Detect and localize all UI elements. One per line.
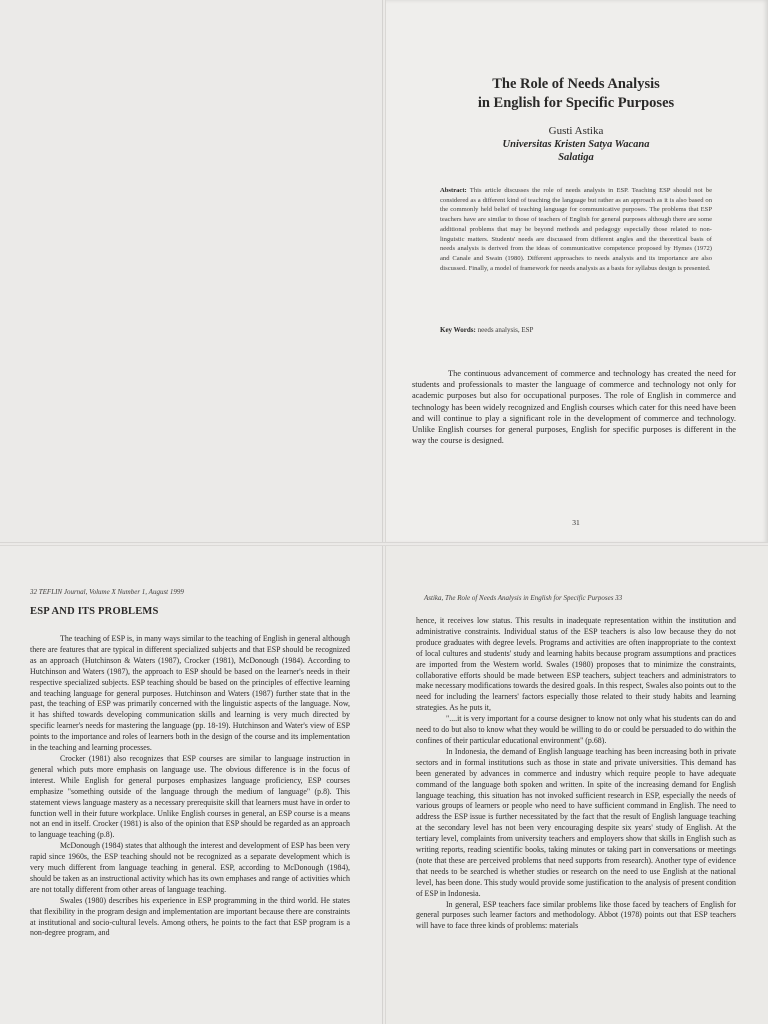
author-name: Gusti Astika: [548, 125, 604, 137]
page-33: [384, 544, 768, 1024]
keywords-text: needs analysis, ESP: [475, 326, 534, 334]
paragraph: hence, it receives low status. This results in inadequate representation within the institution and administrative constraints. Individual status of the ESP teachers is also low because they do not produce graduates with degree levels. Programs and activities are often inappropriate to the context of local cultures and students' study and learning habits because program assumptions and practices are imported from the Western world. Swales (1980) proposes that to minimize the constraints, collaborative efforts should be made between ESP teachers, subject teachers and administrators to make necessary modifications towards the desired goals. In this respect, Swales also points out to the need for including the learners' factors especially those related to their study habits and learning strategies. As he puts it,: [416, 616, 736, 713]
page-number: 31: [572, 518, 580, 527]
page-32: [0, 544, 384, 1024]
quote-paragraph: "....it is very important for a course designer to know not only what his students can do and need to do but also to know what they would be willing to do or could be persuaded to do within the confines of their particular educational environment" (p.68).: [416, 714, 736, 745]
abstract-text: This article discusses the role of needs analysis in ESP. Teaching ESP should not be considered as a different kind of teaching the language but rather as an approach as it is also based on the commonly held belief of teaching language for communicative purposes. The problems that ESP teachers have are similar to those of teachers of English for general purposes although there are some additional problems that may be beyond methods and pedagogy especially those related to non-linguistic matters. Students' needs are discussed from different angles and the theoretical basis of needs analysis is derived from the ideas of communicative competence proposed by Hymes (1972) and Canale and Swain (1980). Different approaches to needs analysis and its importance are also discussed. Finally, a model of framework for needs analysis as a basis for syllabus design is presented.: [440, 187, 712, 272]
article-title-page: [384, 0, 768, 544]
spine-fold-vertical: [382, 0, 386, 1024]
article-title-line-2: in English for Specific Purposes: [477, 95, 675, 111]
paragraph: Crocker (1981) also recognizes that ESP courses are similar to language instruction in general which puts more emphasis on language use. The obvious difference is in the focus of interest. While English for general purposes emphasizes language proficiency, ESP courses emphasize "something outside of the language through the medium of language" (p.8). This statement views language mastery as a necessary prerequisite skill that learners must have in order to function well in their future workplace. Unlike English courses in general, an ESP course is a means not an end in itself. Crocker (1981) is also of the opinion that ESP should be regarded as an approach to language teaching (p.8).: [30, 753, 350, 840]
affiliation-line-2: Salatiga: [558, 152, 594, 163]
paragraph: In Indonesia, the demand of English language teaching has been increasing both in private sectors and in formal institutions such as those in state and private universities. This demand has been generated by advances in commerce and industry which require people to have adequate command of the language both spoken and written. In spite of the increasing demand for English language teaching, this situation has not invoked sufficient research in ESP, especially the needs of various groups of learners or people who need to have sufficient command in English. The need to address the ESP issue is further necessitated by the fact that the result of English language teaching at the secondary level has not been very encouraging despite six years' study of English. At the tertiary level, complaints from university teachers and employers show that skills in English such as writing reports, reading scientific books, taking minutes or taking part in conversations or meetings (note that these are perceived problems that need supports from research). Another type of evidence that needs to be searched is whether studies or research on the need to use English at the national level, has been done. This study would provide some justification to the analysis of present condition of ESP in Indonesia.: [416, 746, 736, 898]
keywords-label: Key Words:: [440, 326, 476, 334]
abstract-label: Abstract:: [440, 187, 467, 194]
section-heading: ESP AND ITS PROBLEMS: [30, 606, 159, 617]
paragraph: McDonough (1984) states that although the interest and development of ESP has been very rapid since 1960s, the ESP teaching should not be recognized as a separate development which is very much different from language teaching in general. ESP, according to McDonough (1984), should be taken as an instructional activity which has its own emphases and range of activities which are not totally different from other areas of language teaching.: [30, 841, 350, 894]
running-head-left: 32 TEFLIN Journal, Volume X Number 1, August 1999: [30, 588, 184, 596]
affiliation-line-1: Universitas Kristen Satya Wacana: [502, 139, 650, 150]
paragraph: In general, ESP teachers face similar problems like those faced by teachers of English for general purposes such learner factors and methodology. Abbot (1978) points out that ESP teachers will have to face three kinds of problems: materials: [416, 899, 736, 931]
keywords: [440, 326, 712, 334]
paragraph: Swales (1980) describes his experience in ESP programming in the third world. He states that flexibility in the program design and implementation are important because there are constraints at institutional and socio-cultural levels. Among others, he points to the fact that ESP program is a non-degree program, and: [30, 895, 350, 938]
intro-paragraph: The continuous advancement of commerce and technology has created the need for students and professionals to master the language of commerce and technology not only for academic purposes but also for occupational purposes. The role of English in commerce and technology has been widely recognized and English courses which cater for this need have been and will continue to play a significant role in the development of commerce and technology. Unlike English courses for general purposes, English for specific purposes is different in the way the course is designed.: [412, 369, 736, 446]
blank-page-left: [0, 0, 384, 544]
body-column-left: [30, 634, 350, 939]
scan-seam-horizontal: [0, 542, 768, 546]
paragraph: The teaching of ESP is, in many ways similar to the teaching of English in general although there are features that are typical in different specialized subjects and that ESP should be recognized as an approach (Hutchinson & Waters (1987), Crocker (1981), McDonough (1984). According to Hutchinson and Waters (1987), the approach to ESP should be based on the learner's needs in their respective specialized subjects. ESP teaching should be based on the principles of effective learning and teaching language for general purposes. Hutchinson and Waters (1987) further state that in the past, the teaching of ESP was primarily concerned with the linguistic aspects of the language. Now, it has shifted towards developing communication skills and learning is very much directed by specific learner's needs for mastering the language (pp. 18-19). Hutchinson and Water's view of ESP points to the importance and roles of learners both in the design of the course and its implementation in the teaching and learning processes.: [30, 634, 350, 753]
body-column-right: [416, 616, 736, 932]
abstract: [440, 186, 712, 273]
article-title-line-1: The Role of Needs Analysis: [492, 76, 660, 92]
running-head-right: Astika, The Role of Needs Analysis in English for Specific Purposes 33: [424, 594, 623, 602]
